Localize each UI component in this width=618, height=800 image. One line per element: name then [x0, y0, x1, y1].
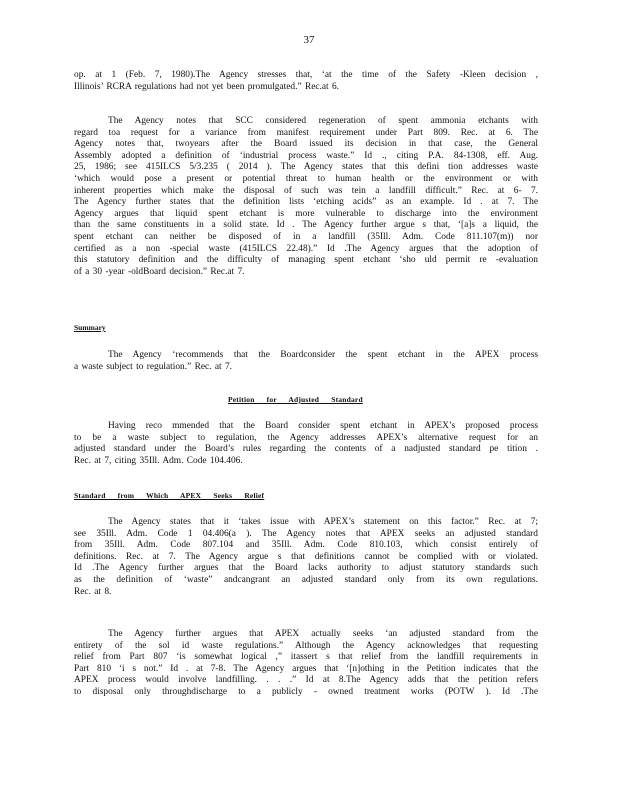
text-line: definitions. Rec. at 7. The Agency argue s that definitions cannot be complied with or violated. — [74, 551, 538, 562]
text-line: Agency argues that liquid spent etchant is more vulnerable to discharge into the environment — [74, 208, 538, 219]
page-number: 37 — [303, 34, 315, 46]
text-line: as the definition of ‘waste” andcangrant an adjusted standard only from its own regulations. — [74, 574, 538, 585]
text-line: The Agency further states that the definition lists ‘etching acids” as an example. Id . at 7. The — [74, 197, 538, 208]
heading-petition: Petition for Adjusted Standard — [228, 395, 363, 404]
text-line: this statutory definition and the difficulty of managing spent etchant ‘sho uld permit re -evaluation — [74, 255, 538, 266]
paragraph-takes-issue — [74, 517, 538, 598]
text-line: Illinois’ RCRA regulations had not yet been promulgated.” Rec.at 6. — [74, 81, 340, 92]
text-line: ‘which would pose a present or potential threat to human health or the environment or with — [74, 173, 538, 184]
text-line: see 35Ill. Adm. Code 1 04.406(a ). The Agency notes that APEX seeks an adjusted standard — [74, 528, 538, 539]
text-line: Rec. at 8. — [74, 586, 112, 597]
text-line: of a 30 -year -oldBoard decision.” Rec.at 7. — [74, 266, 245, 277]
text-line: adjusted standard under the Board’s rules regarding the contents of a nadjusted standard pe tition . — [74, 444, 538, 455]
text-line: a waste subject to regulation.” Rec. at 7. — [74, 361, 232, 372]
text-line: The Agency states that it ‘takes issue with APEX’s statement on this factor.” Rec. at 7; — [108, 517, 538, 527]
text-line: Having reco mmended that the Board consider spent etchant in APEX’s proposed process — [108, 421, 538, 431]
text-line: APEX process would involve landfilling. . . .” Id at 8.The Agency adds that the petition refers — [74, 675, 538, 686]
text-line: The Agency ‘recommends that the Boardconsider the spent etchant in the APEX process — [108, 350, 538, 360]
text-line: The Agency further argues that APEX actually seeks ‘an adjusted standard from the — [108, 629, 538, 639]
text-line: spent etchant can neither be disposed of in a landfill (35Ill. Adm. Code 811.107(m)) nor — [74, 231, 538, 242]
text-line: entirety of the sol id waste regulations.” Although the Agency acknowledges that requesting — [74, 640, 538, 651]
text-line: to be a waste subject to regulation, the Agency addresses APEX’s alternative request for an — [74, 432, 538, 443]
paragraph-agency-notes — [74, 116, 538, 278]
text-line: inherent properties which make the disposal of such was tein a landfill difficult.” Rec. at 6- 7. — [74, 185, 538, 196]
text-line: from 35Ill. Adm. Code 807.104 and 35Ill. Adm. Code 810.103, which consist entirely of — [74, 540, 538, 551]
text-line: Agency notes that, twoyears after the Board issued its decision in that case, the General — [74, 139, 538, 150]
paragraph-having-recommended — [74, 421, 538, 467]
text-line: Rec. at 7, citing 35Ill. Adm. Code 104.406. — [74, 455, 243, 466]
text-line: op. at 1 (Feb. 7, 1980).The Agency stresses that, ‘at the time of the Safety -Kleen decision , — [74, 70, 538, 80]
paragraph-further-argues — [74, 629, 538, 699]
text-line: Part 810 ‘i s not.” Id . at 7-8. The Agency argues that ‘[n]othing in the Petition indicates that the — [74, 663, 538, 674]
text-line: regard toa request for a variance from manifest requirement under Part 809. Rec. at 6. The — [74, 127, 538, 138]
heading-summary: Summary — [74, 323, 106, 332]
text-line: relief from Part 807 ‘is somewhat logical ,” itassert s that relief from the landfill requirements in — [74, 652, 538, 663]
text-line: certified as a non -special waste (415ILCS 22.48).” Id .The Agency argues that the adoption of — [74, 243, 538, 254]
text-line: 25, 1986; see 415ILCS 5/3.235 ( 2014 ). The Agency states that this defini tion addresses waste — [74, 162, 538, 173]
text-line: to disposal only throughdischarge to a publicly - owned treatment works (POTW ). Id .The — [74, 686, 538, 697]
heading-standard: Standard from Which APEX Seeks Relief — [74, 491, 265, 500]
text-line: Id .The Agency further argues that the Board lacks authority to adjust statutory standards such — [74, 563, 538, 574]
paragraph-recommendation — [74, 350, 538, 373]
paragraph-continuation — [74, 70, 538, 93]
text-line: The Agency notes that SCC considered regeneration of spent ammonia etchants with — [108, 116, 538, 126]
text-line: than the same constituents in a solid state. Id . The Agency further argue s that, ‘[a]s a liquid, the — [74, 220, 538, 231]
text-line: Assembly adopted a definition of ‘industrial process waste.” Id ., citing P.A. 84-1308, eff. Aug. — [74, 150, 538, 161]
